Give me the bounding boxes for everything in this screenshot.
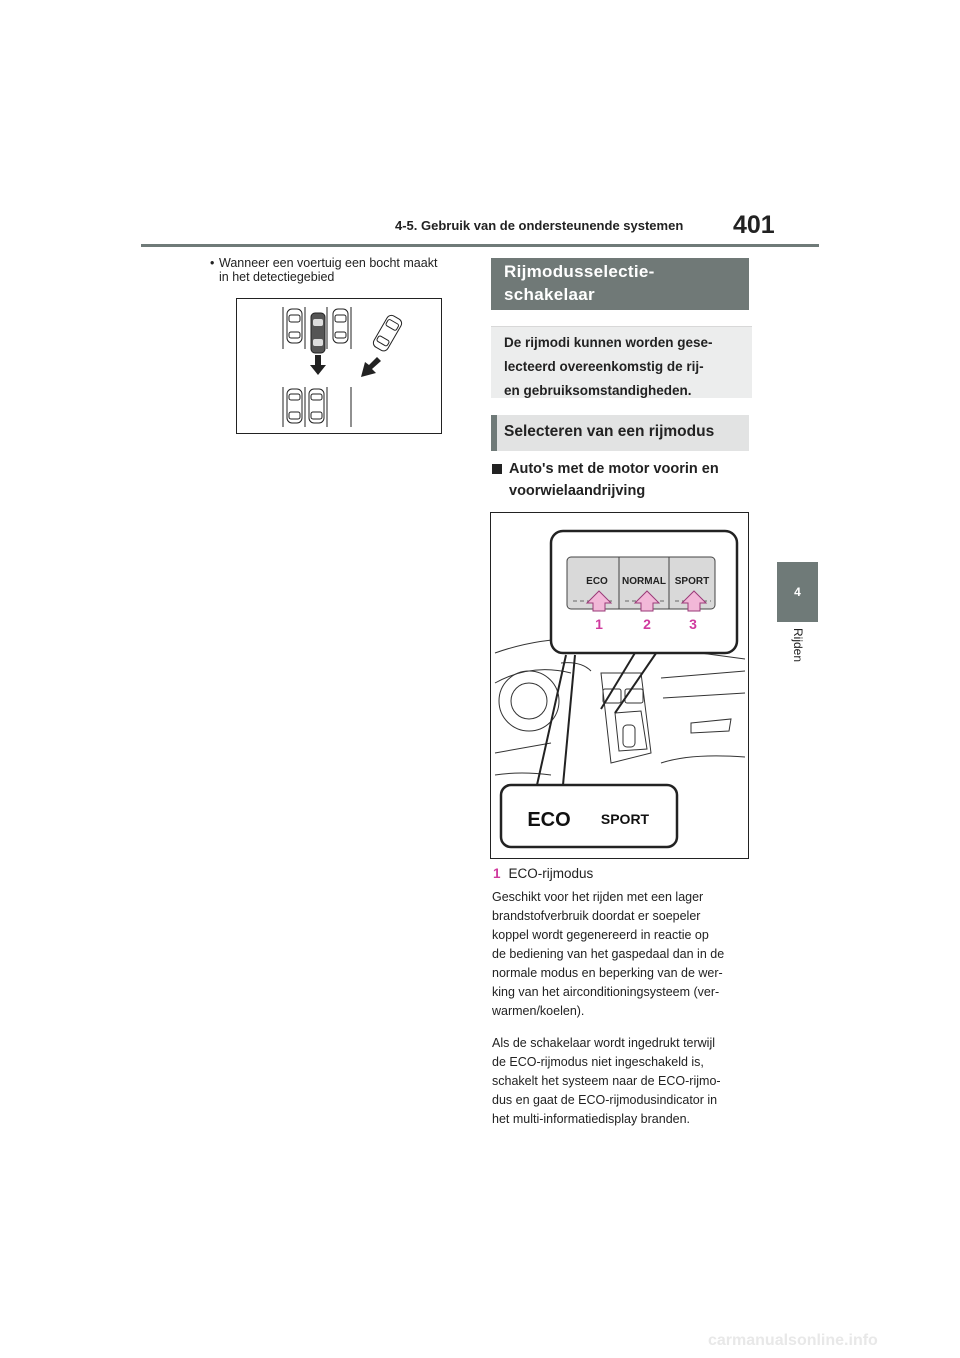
lower-label-sport: SPORT xyxy=(600,811,650,827)
p2-line-1: Als de schakelaar wordt ingedrukt terwijl xyxy=(492,1036,716,1050)
subhead-line-2: voorwielaandrijving xyxy=(509,483,646,499)
p1-line-6: king van het airconditioningsysteem (ver- xyxy=(492,985,720,999)
watermark: carmanualsonline.info xyxy=(708,1332,878,1349)
section-heading-dark xyxy=(491,258,749,310)
square-bullet-icon xyxy=(492,464,502,474)
heading-accent xyxy=(491,415,497,451)
p2-line-2: de ECO-rijmodus niet ingeschakeld is, xyxy=(492,1055,704,1069)
p1-line-3: koppel wordt gegenereerd in reactie op xyxy=(492,928,709,942)
p1-line-4: de bediening van het gaspedaal dan in de xyxy=(492,947,725,961)
page-number: 401 xyxy=(733,211,775,239)
subsection-heading-text: Selecteren van een rijmodus xyxy=(504,423,715,440)
p1-line-7: warmen/koelen). xyxy=(492,1004,585,1018)
intro-line-3: en gebruiksomstandigheden. xyxy=(504,383,692,398)
intro-line-1: De rijmodi kunnen worden gese- xyxy=(504,335,713,350)
paragraph-1 xyxy=(492,888,752,1021)
p1-line-1: Geschikt voor het rijden met een lager xyxy=(492,890,704,904)
button-label-sport: SPORT xyxy=(674,576,710,587)
button-label-eco: ECO xyxy=(586,576,608,587)
subhead-line-1: Auto's met de motor voorin en xyxy=(509,461,719,477)
section-title: 4-5. Gebruik van de ondersteunende systemen xyxy=(395,218,684,233)
p2-line-3: schakelt het systeem naar de ECO-rijmo- xyxy=(492,1074,721,1088)
heading-line-2: schakelaar xyxy=(504,285,595,304)
bullet-dot: • xyxy=(210,256,215,270)
p2-line-5: het multi-informatiedisplay branden. xyxy=(492,1112,691,1126)
chapter-label xyxy=(777,620,818,670)
item-number: 1 xyxy=(493,866,501,881)
item-eco-mode xyxy=(493,866,593,881)
p1-line-2: brandstofverbruik doordat er soepeler xyxy=(492,909,701,923)
lower-label-eco: ECO xyxy=(527,809,571,831)
parking-illustration xyxy=(237,299,441,433)
bullet-line-2: in het detectiegebied xyxy=(219,270,335,284)
drive-mode-figure xyxy=(490,512,749,859)
callout-number-1: 1 xyxy=(595,616,603,632)
intro-line-2: lecteerd overeenkomstig de rij- xyxy=(504,359,704,374)
p1-line-5: normale modus en beperking van de wer- xyxy=(492,966,723,980)
parking-figure xyxy=(236,298,442,434)
subsection-heading xyxy=(491,415,749,451)
vehicle-variant-subhead xyxy=(492,458,752,502)
chapter-label-text: Rijden xyxy=(790,627,805,663)
callout-number-3: 3 xyxy=(689,616,697,632)
bullet-item xyxy=(210,256,472,284)
p2-line-4: dus en gaat de ECO-rijmodusindicator in xyxy=(492,1093,718,1107)
drive-mode-illustration xyxy=(491,513,748,858)
bullet-line-1: Wanneer een voertuig een bocht maakt xyxy=(219,256,438,270)
intro-box xyxy=(491,326,752,398)
callout-number-2: 2 xyxy=(643,616,651,632)
button-label-normal: NORMAL xyxy=(622,576,666,587)
item-label: ECO-rijmodus xyxy=(508,866,594,881)
paragraph-2 xyxy=(492,1034,752,1129)
chapter-tab: 4 xyxy=(777,562,818,622)
heading-line-1: Rijmodusselectie- xyxy=(504,262,655,281)
header-rule xyxy=(141,244,819,247)
